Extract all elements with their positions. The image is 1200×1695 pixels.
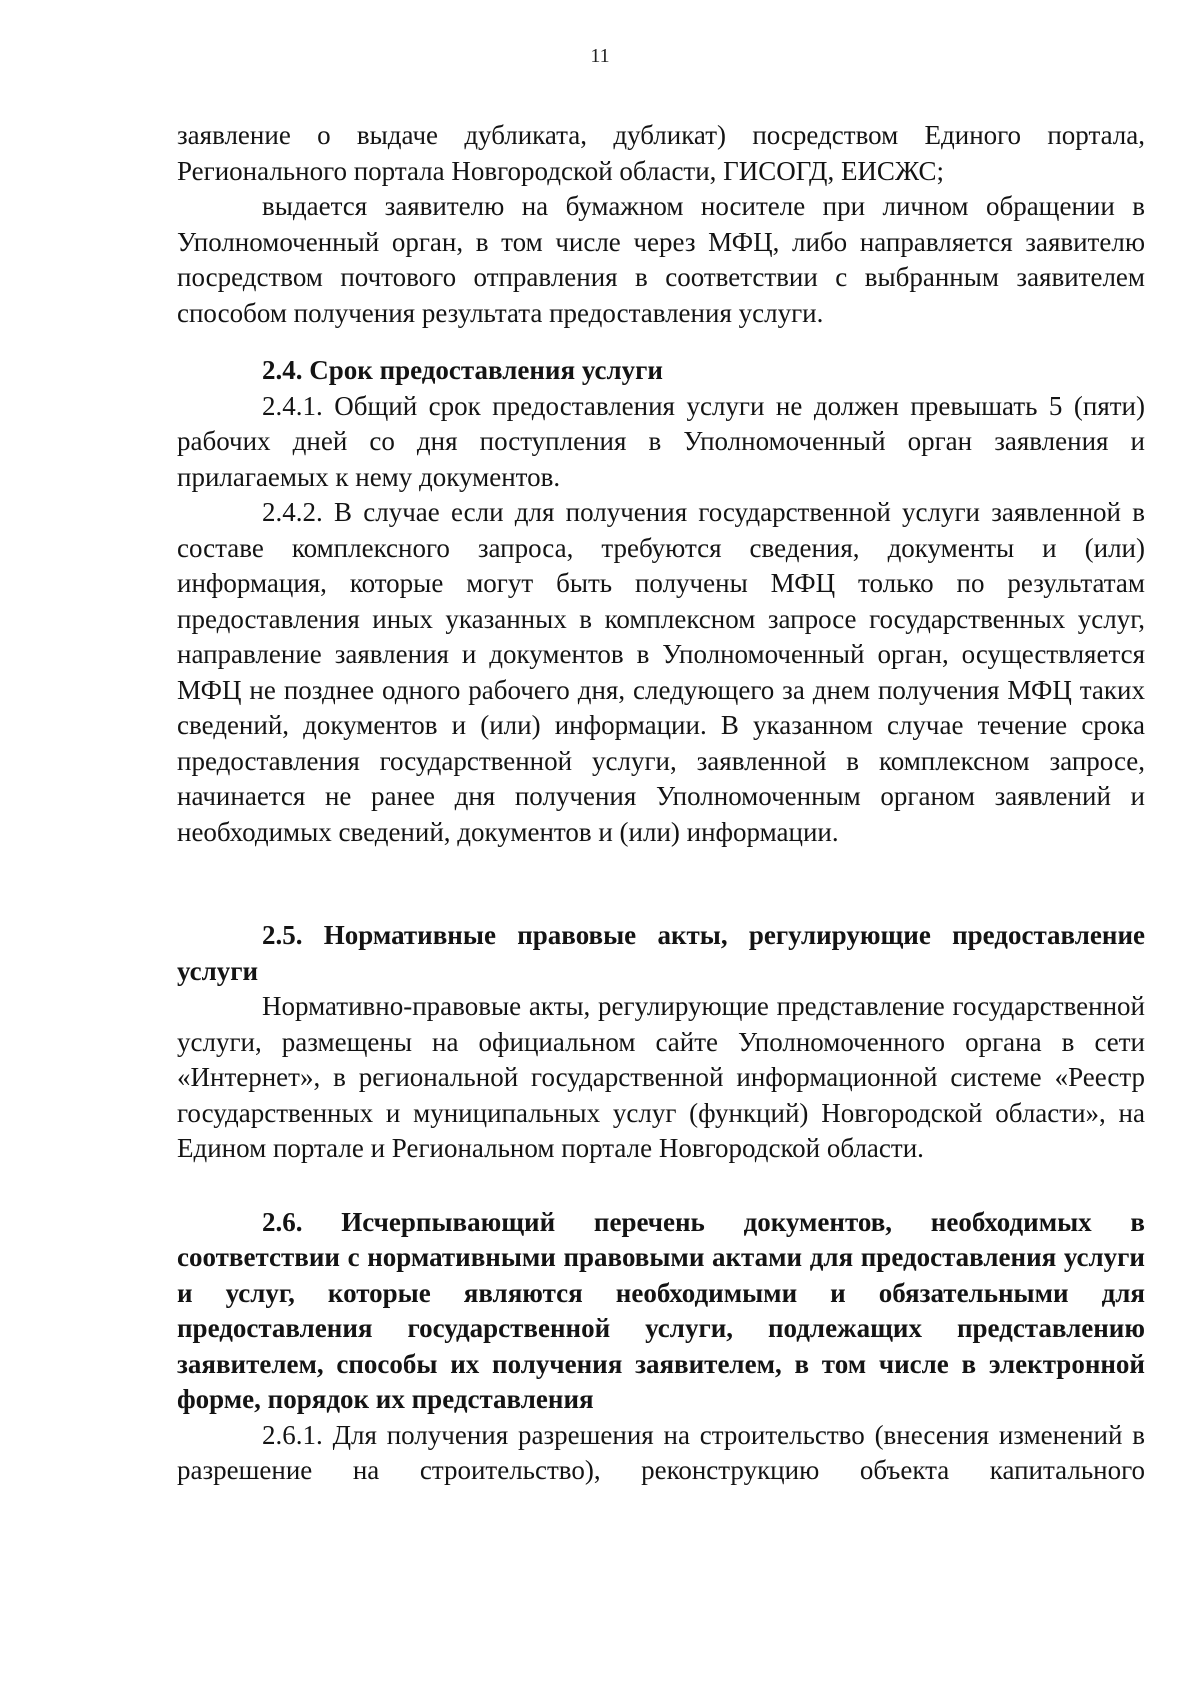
paragraph-2-4-2: 2.4.2. В случае если для получения государственной услуги заявленной в составе комплексного запроса, требуются сведения, документы и (или) информация, которые могут быть получены МФЦ только по результатам предоставления иных указанных в комплексном запросе государственных услуг, направление заявления и документов в Уполномоченный орган, осуществляется МФЦ не позднее одного рабочего дня, следующего за днем получения МФЦ таких сведений, документов и (или) информации. В указанном случае течение срока предоставления государственной услуги, заявленной в комплексном запросе, начинается не ранее дня получения Уполномоченным органом заявлений и необходимых сведений, документов и (или) информации. bbox=[177, 497, 1145, 847]
section-heading-2-4: 2.4. Срок предоставления услуги bbox=[262, 355, 663, 385]
document-body bbox=[177, 118, 1145, 1489]
page-number: 11 bbox=[590, 45, 610, 67]
section-heading-2-6: 2.6. Исчерпывающий перечень документов, необходимых в соответствии с нормативными правовыми актами для предоставления услуги и услуг, которые являются необходимыми и обязательными для предоставления государственной услуги, подлежащих представлению заявителем, способы их получения заявителем, в том числе в электронной форме, порядок их представления bbox=[177, 1206, 1145, 1414]
paragraph-issuance: выдается заявителю на бумажном носителе при личном обращении в Уполномоченный орган, в том числе через МФЦ, либо направляется заявителю посредством почтового отправления в соответствии с выбранным заявителем способом получения результата предоставления услуги. bbox=[177, 191, 1145, 328]
paragraph-2-6-1: 2.6.1. Для получения разрешения на строительство (внесения изменений в разрешение на строительство), реконструкцию объекта капитального bbox=[177, 1419, 1145, 1485]
paragraph-2-5: Нормативно-правовые акты, регулирующие представление государственной услуги, размещены на официальном сайте Уполномоченного органа в сети «Интернет», в региональной государственной информационной системе «Реестр государственных и муниципальных услуг (функций) Новгородской области», на Едином портале и Региональном портале Новгородской области. bbox=[177, 991, 1145, 1163]
paragraph-2-4-1: 2.4.1. Общий срок предоставления услуги не должен превышать 5 (пяти) рабочих дней со дня поступления в Уполномоченный орган заявления и прилагаемых к нему документов. bbox=[177, 390, 1145, 492]
section-heading-2-5: 2.5. Нормативные правовые акты, регулирующие предоставление услуги bbox=[177, 920, 1145, 986]
paragraph-continuation: заявление о выдаче дубликата, дубликат) посредством Единого портала, Регионального портала Новгородской области, ГИСОГД, ЕИСЖС; bbox=[177, 120, 1145, 186]
